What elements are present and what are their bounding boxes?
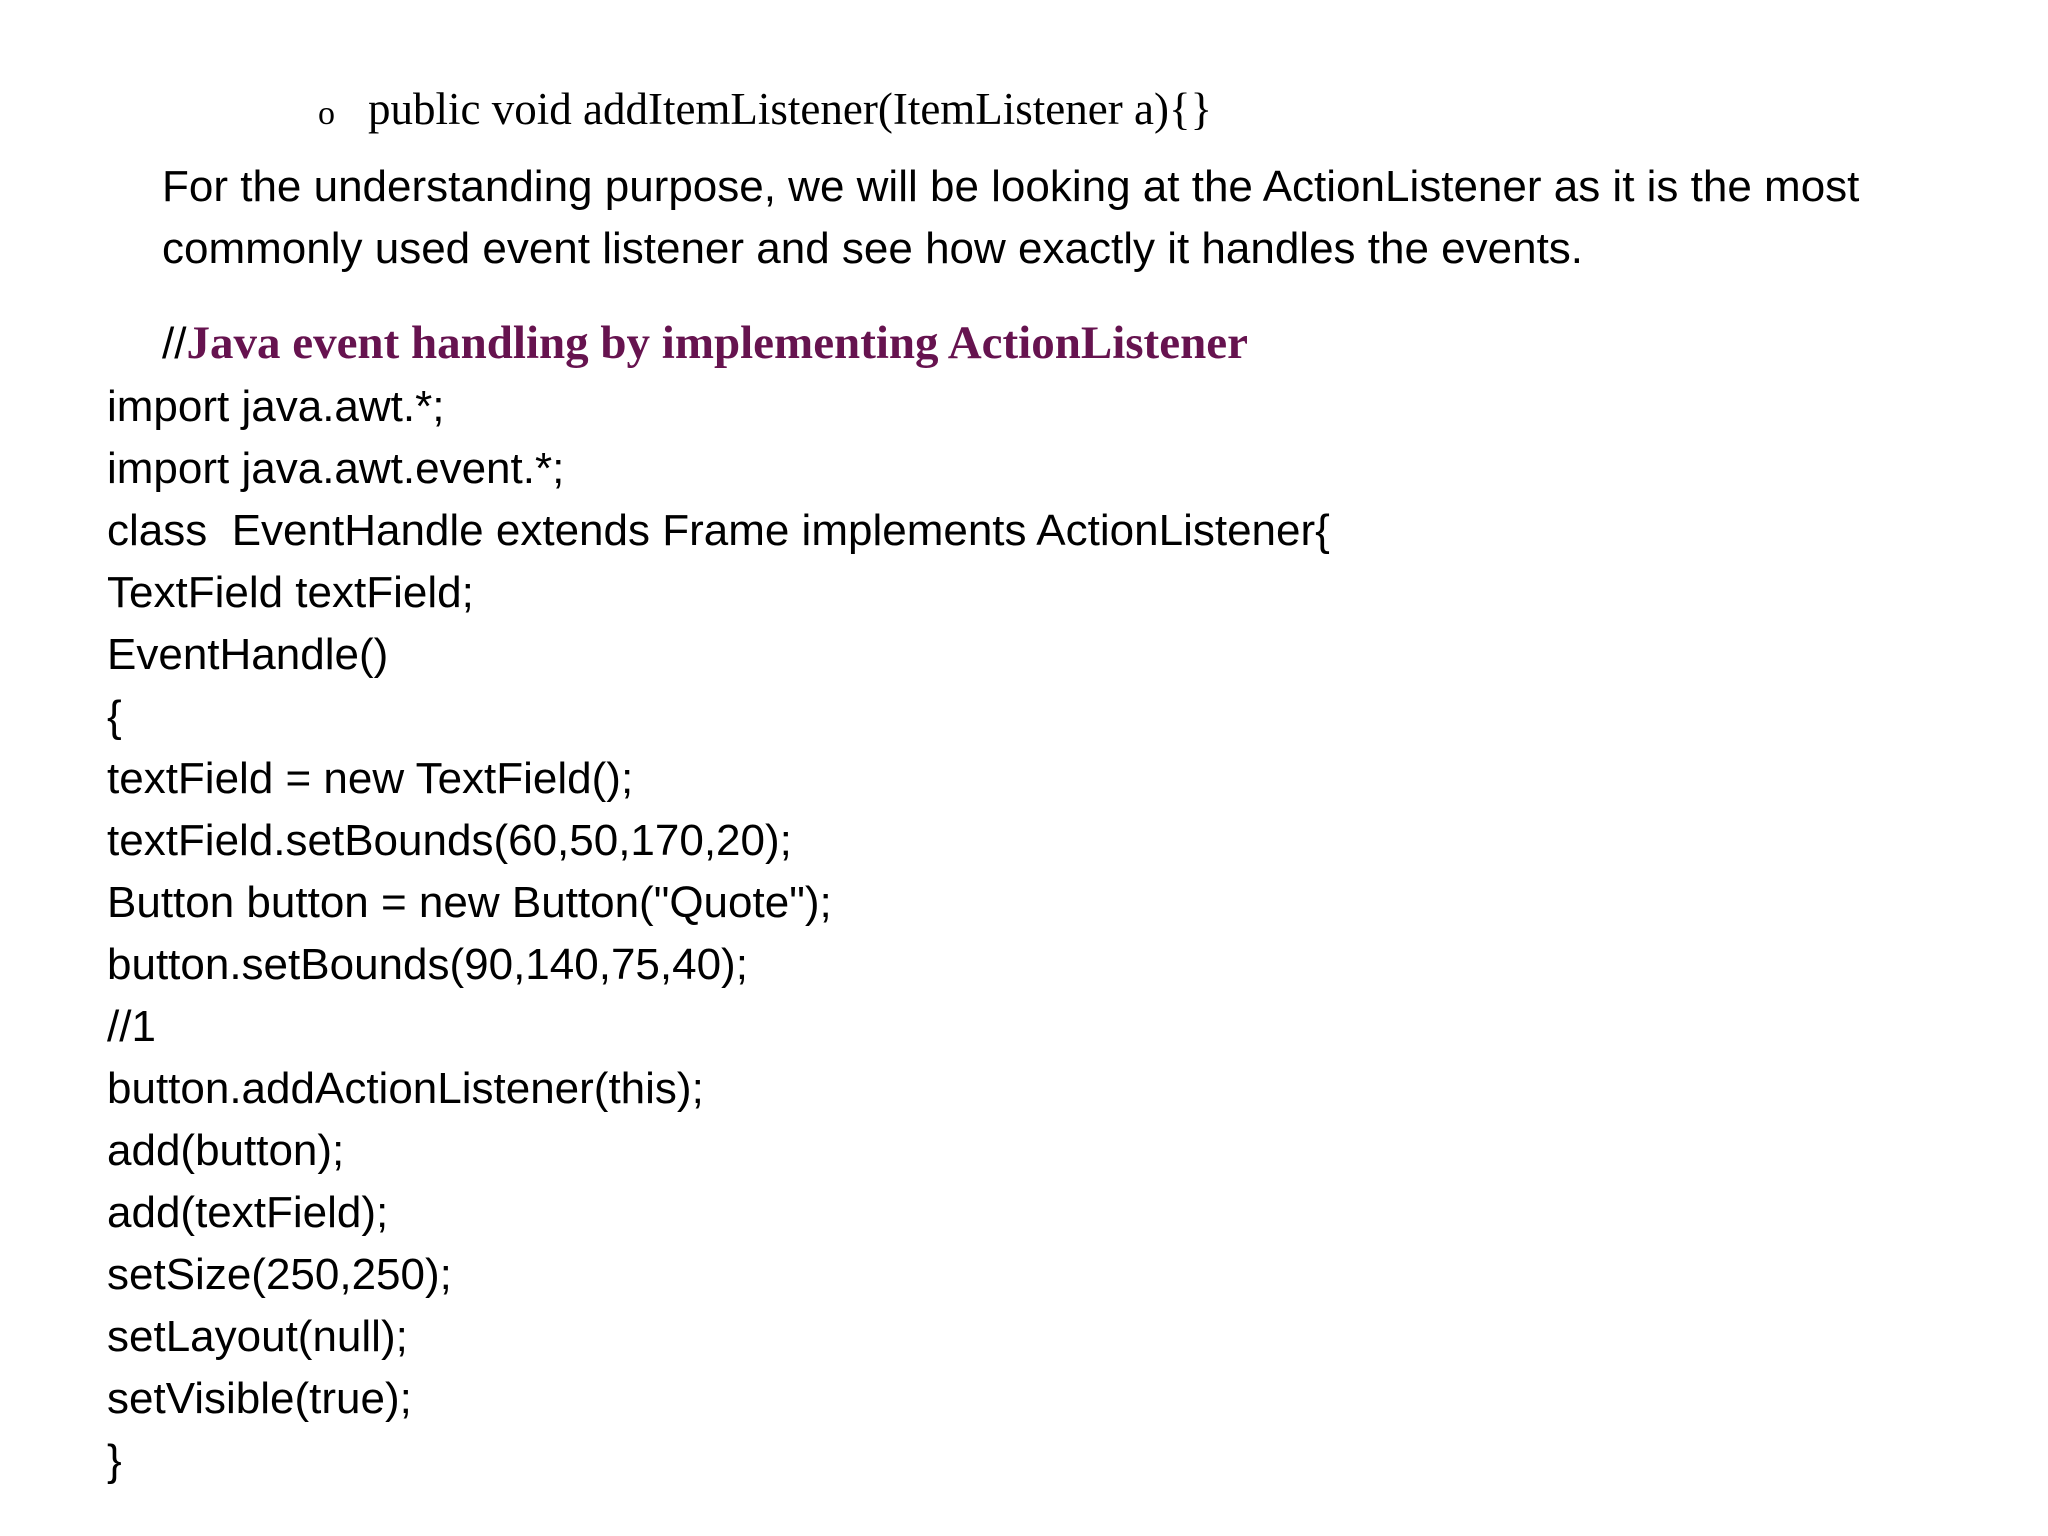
code-line: //1 (107, 1002, 156, 1051)
paragraph-line: commonly used event listener and see how exactly it handles the events. (162, 224, 1584, 273)
code-block (107, 376, 1330, 1492)
heading-comment-prefix: // (162, 319, 187, 368)
code-line: Button button = new Button("Quote"); (107, 878, 832, 927)
intro-paragraph (162, 156, 2042, 280)
bullet-text: public void addItemListener(ItemListener a){} (368, 84, 1213, 134)
paragraph-line: For the understanding purpose, we will be looking at the ActionListener as it is the most (162, 162, 1860, 211)
code-line: button.setBounds(90,140,75,40); (107, 940, 748, 989)
code-line: { (107, 692, 122, 741)
code-heading (162, 312, 1248, 375)
code-line: button.addActionListener(this); (107, 1064, 704, 1113)
code-line: class EventHandle extends Frame implements ActionListener{ (107, 506, 1330, 555)
code-line: import java.awt.event.*; (107, 444, 565, 493)
code-line: textField = new TextField(); (107, 754, 634, 803)
code-line: EventHandle() (107, 630, 389, 679)
bullet-marker: o (318, 95, 335, 132)
bullet-item (318, 78, 1212, 145)
code-line: setVisible(true); (107, 1374, 412, 1423)
code-line: textField.setBounds(60,50,170,20); (107, 816, 792, 865)
code-line: add(textField); (107, 1188, 389, 1237)
code-line: setLayout(null); (107, 1312, 408, 1361)
heading-title: Java event handling by implementing ActionListener (186, 317, 1248, 369)
code-line: import java.awt.*; (107, 382, 445, 431)
code-line: setSize(250,250); (107, 1250, 452, 1299)
code-line: TextField textField; (107, 568, 474, 617)
code-line: add(button); (107, 1126, 345, 1175)
code-line: } (107, 1436, 122, 1485)
